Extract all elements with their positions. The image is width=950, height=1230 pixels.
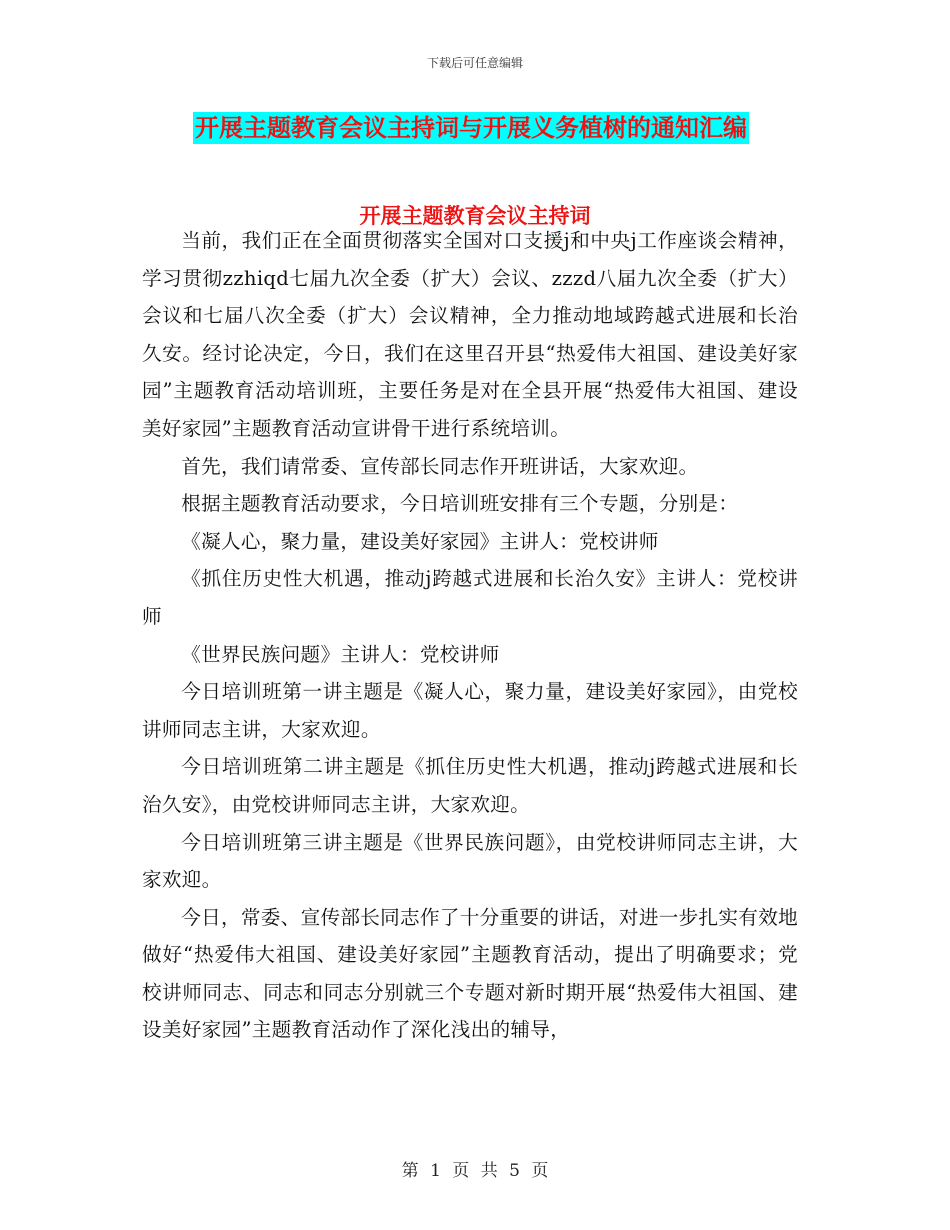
paragraph: 根据主题教育活动要求，今日培训班安排有三个专题，分别是：: [181, 492, 739, 516]
document-main-title: 开展主题教育会议主持词与开展义务植树的通知汇编: [195, 114, 747, 142]
page-header-note: 下载后可任意编辑: [426, 56, 523, 70]
document-main-title-container: [193, 110, 749, 146]
paragraph: 《抓住历史性大机遇，推动j跨越式进展和长治久安》主讲人：党校讲师: [142, 567, 798, 628]
paragraph: 首先，我们请常委、宣传部长同志作开班讲话，大家欢迎。: [181, 454, 699, 478]
page-number-footer: 第 1 页 共 5 页: [401, 1161, 549, 1181]
paragraph: 今日，常委、宣传部长同志作了十分重要的讲话，对进一步扎实有效地做好“热爱伟大祖国、建设美好家园”主题教育活动，提出了明确要求；党校讲师同志、同志和同志分别就三个专题对新时期开展“热爱伟大祖国、建设美好家园”主题教育活动作了深化浅出的辅导，: [142, 905, 798, 1042]
paragraph: 当前，我们正在全面贯彻落实全国对口支援j和中央j工作座谈会精神，学习贯彻zzhiqd七届九次全委（扩大）会议、zzzd八届九次全委（扩大）会议和七届八次全委（扩大）会议精神，全力推动地域跨越式进展和长治久安。经讨论决定，今日，我们在这里召开县“热爱伟大祖国、建设美好家园”主题教育活动培训班，主要任务是对在全县开展“热爱伟大祖国、建设美好家园”主题教育活动宣讲骨干进行系统培训。: [142, 229, 798, 440]
paragraph: 《世界民族问题》主讲人：党校讲师: [181, 642, 500, 666]
paragraph: 今日培训班第二讲主题是《抓住历史性大机遇，推动j跨越式进展和长治久安》，由党校讲师同志主讲，大家欢迎。: [142, 755, 798, 816]
paragraph: 今日培训班第一讲主题是《凝人心，聚力量，建设美好家园》，由党校讲师同志主讲，大家欢迎。: [142, 680, 798, 741]
section-title: 开展主题教育会议主持词: [359, 204, 591, 228]
document-body: [142, 222, 798, 1049]
paragraph: 《凝人心，聚力量，建设美好家园》主讲人：党校讲师: [181, 529, 659, 553]
paragraph: 今日培训班第三讲主题是《世界民族问题》，由党校讲师同志主讲，大家欢迎。: [142, 830, 798, 892]
